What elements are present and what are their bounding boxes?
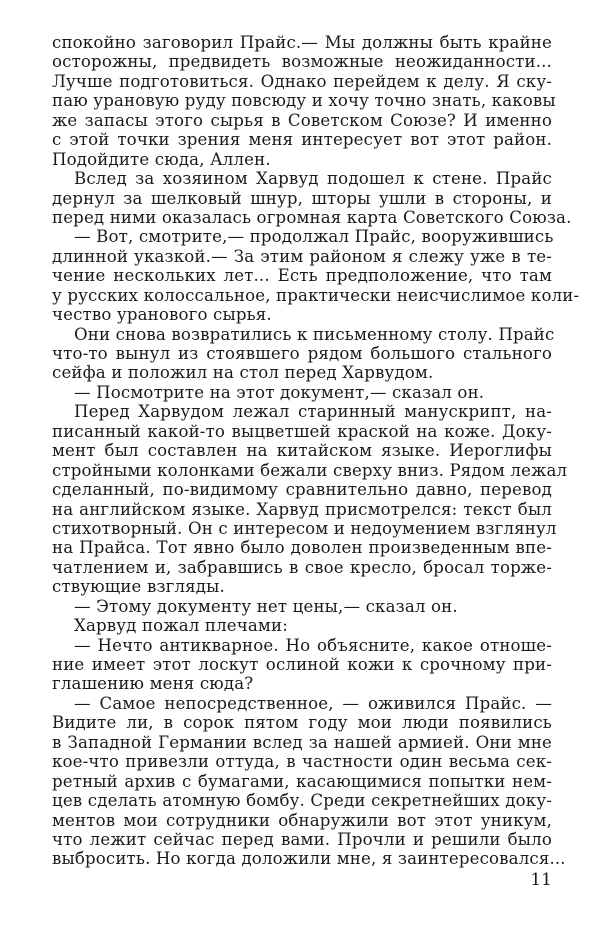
text-line: ствующие взгляды.: [52, 577, 225, 597]
text-line: перед ними оказалась огромная карта Советского Союза.: [52, 207, 572, 227]
text-line: мент был составлен на китайском языке. Иероглифы: [52, 441, 552, 461]
text-line: паю урановую руду повсюду и хочу точно знать, каковы: [52, 91, 556, 111]
text-line: — Посмотрите на этот документ,— сказал он.: [74, 382, 485, 402]
text-line: в Западной Германии вслед за нашей армией. Они мне: [52, 732, 552, 752]
text-line: же запасы этого сырья в Советском Союзе? И именно: [52, 110, 552, 130]
text-line: чение нескольких лет... Есть предположение, что там: [52, 266, 552, 286]
text-line: Перед Харвудом лежал старинный манускрипт, на-: [74, 402, 552, 422]
text-line: с этой точки зрения меня интересует вот этот район.: [52, 130, 552, 150]
text-line: сейфа и положил на стол перед Харвудом.: [52, 363, 434, 383]
text-line: цев сделать атомную бомбу. Среди секретнейших доку-: [52, 791, 552, 811]
text-line: стройными колонками бежали сверху вниз. Рядом лежал: [52, 460, 568, 480]
text-line: Харвуд пожал плечами:: [74, 616, 288, 636]
text-line: стихотворный. Он с интересом и недоумением взглянул: [52, 518, 557, 538]
text-line: — Нечто антикварное. Но объясните, какое отноше-: [74, 635, 552, 655]
text-line: у русских колоссальное, практически неисчислимое коли-: [52, 285, 580, 305]
text-line: чество уранового сырья.: [52, 305, 272, 325]
text-line: сделанный, по-видимому сравнительно давно, перевод: [52, 480, 552, 500]
text-line: дернул за шелковый шнур, шторы ушли в стороны, и: [52, 188, 552, 208]
text-line: ние имеет этот лоскут ослиной кожи к срочному при-: [52, 655, 552, 674]
text-line: ретный архив с бумагами, касающимися попытки нем-: [52, 771, 552, 791]
text-line: писанный какой-то выцветшей краской на коже. Доку-: [52, 421, 552, 441]
text-line: на английском языке. Харвуд присмотрелся: текст был: [52, 499, 552, 519]
text-line: глашению меня сюда?: [52, 674, 254, 694]
text-line: что-то вынул из стоявшего рядом большого стального: [52, 344, 552, 363]
text-line: Подойдите сюда, Аллен.: [52, 149, 271, 169]
text-line: Вслед за хозяином Харвуд подошел к стене. Прайс: [74, 169, 552, 189]
text-line: осторожны, предвидеть возможные неожиданности...: [52, 52, 552, 72]
text-line: — Этому документу нет цены,— сказал он.: [74, 596, 458, 616]
text-line: на Прайса. Тот явно было доволен произведенным впе-: [52, 538, 552, 558]
text-line: Видите ли, в сорок пятом году мои люди появились: [52, 713, 552, 733]
text-line: чатлением и, забравшись в свое кресло, бросал торже-: [52, 557, 552, 577]
book-page-text: [52, 33, 580, 869]
text-line: что лежит сейчас перед вами. Прочли и решили было: [52, 829, 552, 849]
page-number: 11: [530, 870, 552, 890]
text-line: Они снова возвратились к письменному столу. Прайс: [74, 324, 555, 344]
text-line: ментов мои сотрудники обнаружили вот этот уникум,: [52, 810, 552, 830]
text-line: Лучше подготовиться. Однако перейдем к делу. Я ску-: [52, 71, 552, 91]
text-line: спокойно заговорил Прайс.— Мы должны быть крайне: [52, 33, 552, 52]
text-line: — Вот, смотрите,— продолжал Прайс, вооружившись: [74, 227, 554, 247]
text-line: кое-что привезли оттуда, в частности один весьма сек-: [52, 752, 552, 772]
text-line: выбросить. Но когда доложили мне, я заинтересовался...: [52, 849, 566, 869]
text-line: — Самое непосредственное, — оживился Прайс. —: [74, 693, 552, 713]
text-line: длинной указкой.— За этим районом я слежу уже в те-: [52, 246, 552, 266]
